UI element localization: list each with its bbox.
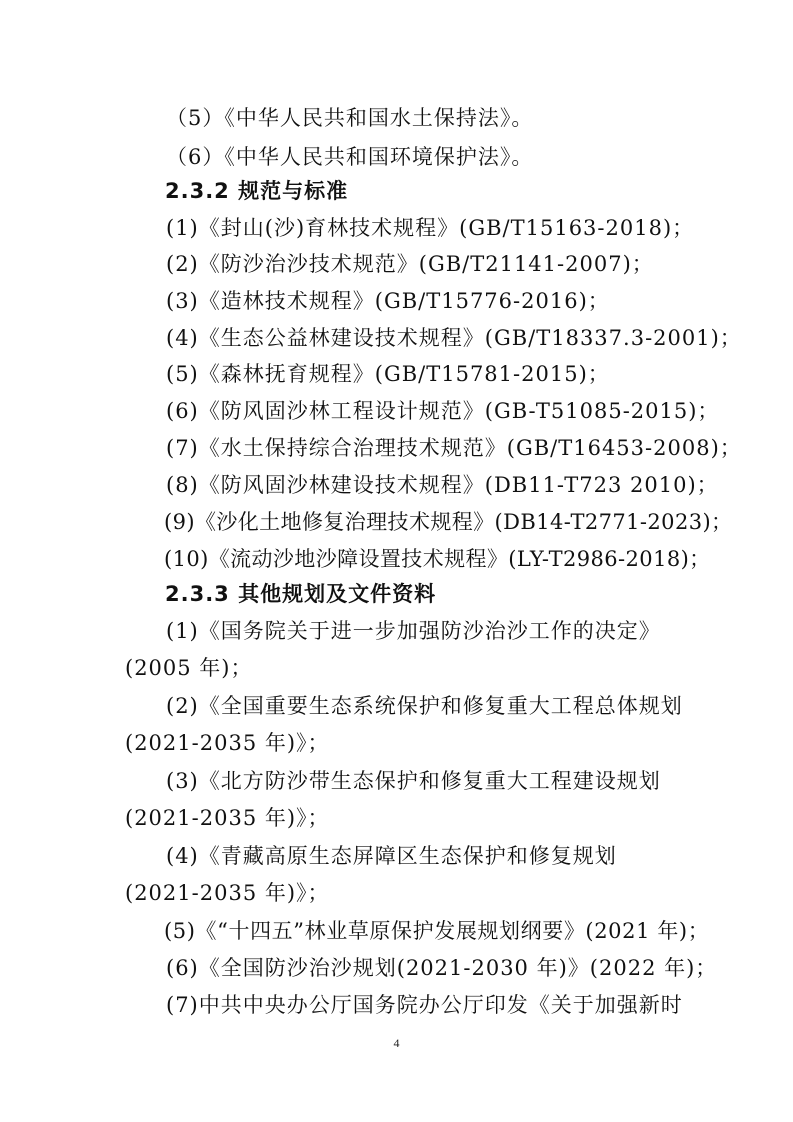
document-item-line: (2)《全国重要生态系统保护和修复重大工程总体规划 [166, 694, 683, 718]
document-item-line: (6)《全国防沙治沙规划(2021-2030 年)》(2022 年)； [166, 956, 718, 980]
standard-item: (1)《封山(沙)育林技术规程》(GB/T15163-2018)； [166, 216, 695, 240]
document-item-line: (3)《北方防沙带生态保护和修复重大工程建设规划 [166, 769, 661, 793]
document-item-continuation: (2021-2035 年)》； [125, 731, 330, 755]
section-heading-2-3-3: 2.3.3 其他规划及文件资料 [165, 582, 437, 606]
document-item-continuation: (2021-2035 年)》； [125, 881, 330, 905]
standard-item: (3)《造林技术规程》(GB/T15776-2016)； [166, 289, 610, 313]
document-item-line: (1)《国务院关于进一步加强防沙治沙工作的决定》 [166, 619, 661, 643]
law-item-5: （5）《中华人民共和国水土保持法》。 [166, 106, 534, 130]
page-number: 4 [393, 1036, 400, 1050]
document-item-continuation: (2021-2035 年)》； [125, 806, 330, 830]
standard-item: (4)《生态公益林建设技术规程》(GB/T18337.3-2001)； [166, 326, 742, 350]
standard-item: (7)《水土保持综合治理技术规范》(GB/T16453-2008)； [166, 436, 742, 460]
document-item-line: (4)《青藏高原生态屏障区生态保护和修复规划 [166, 844, 617, 868]
standard-item: (2)《防沙治沙技术规范》(GB/T21141-2007)； [166, 252, 654, 276]
standard-item: (8)《防风固沙林建设技术规程》(DB11-T723 2010)； [166, 473, 719, 497]
document-item-line: (5)《“十四五”林业草原保护发展规划纲要》(2021 年)； [164, 919, 710, 943]
document-item-line: (7)中共中央办公厅国务院办公厅印发《关于加强新时 [166, 993, 683, 1017]
law-item-6: （6）《中华人民共和国环境保护法》。 [166, 145, 534, 169]
section-heading-2-3-2: 2.3.2 规范与标准 [165, 179, 349, 203]
document-item-continuation: (2005 年)； [125, 656, 253, 680]
standard-item: (10)《流动沙地沙障设置技术规程》(LY-T2986-2018)； [164, 547, 711, 571]
standard-item: (9)《沙化土地修复治理技术规程》(DB14-T2771-2023)； [164, 510, 733, 534]
standard-item: (5)《森林抚育规程》(GB/T15781-2015)； [166, 362, 610, 386]
standard-item: (6)《防风固沙林工程设计规范》(GB-T51085-2015)； [166, 399, 720, 423]
